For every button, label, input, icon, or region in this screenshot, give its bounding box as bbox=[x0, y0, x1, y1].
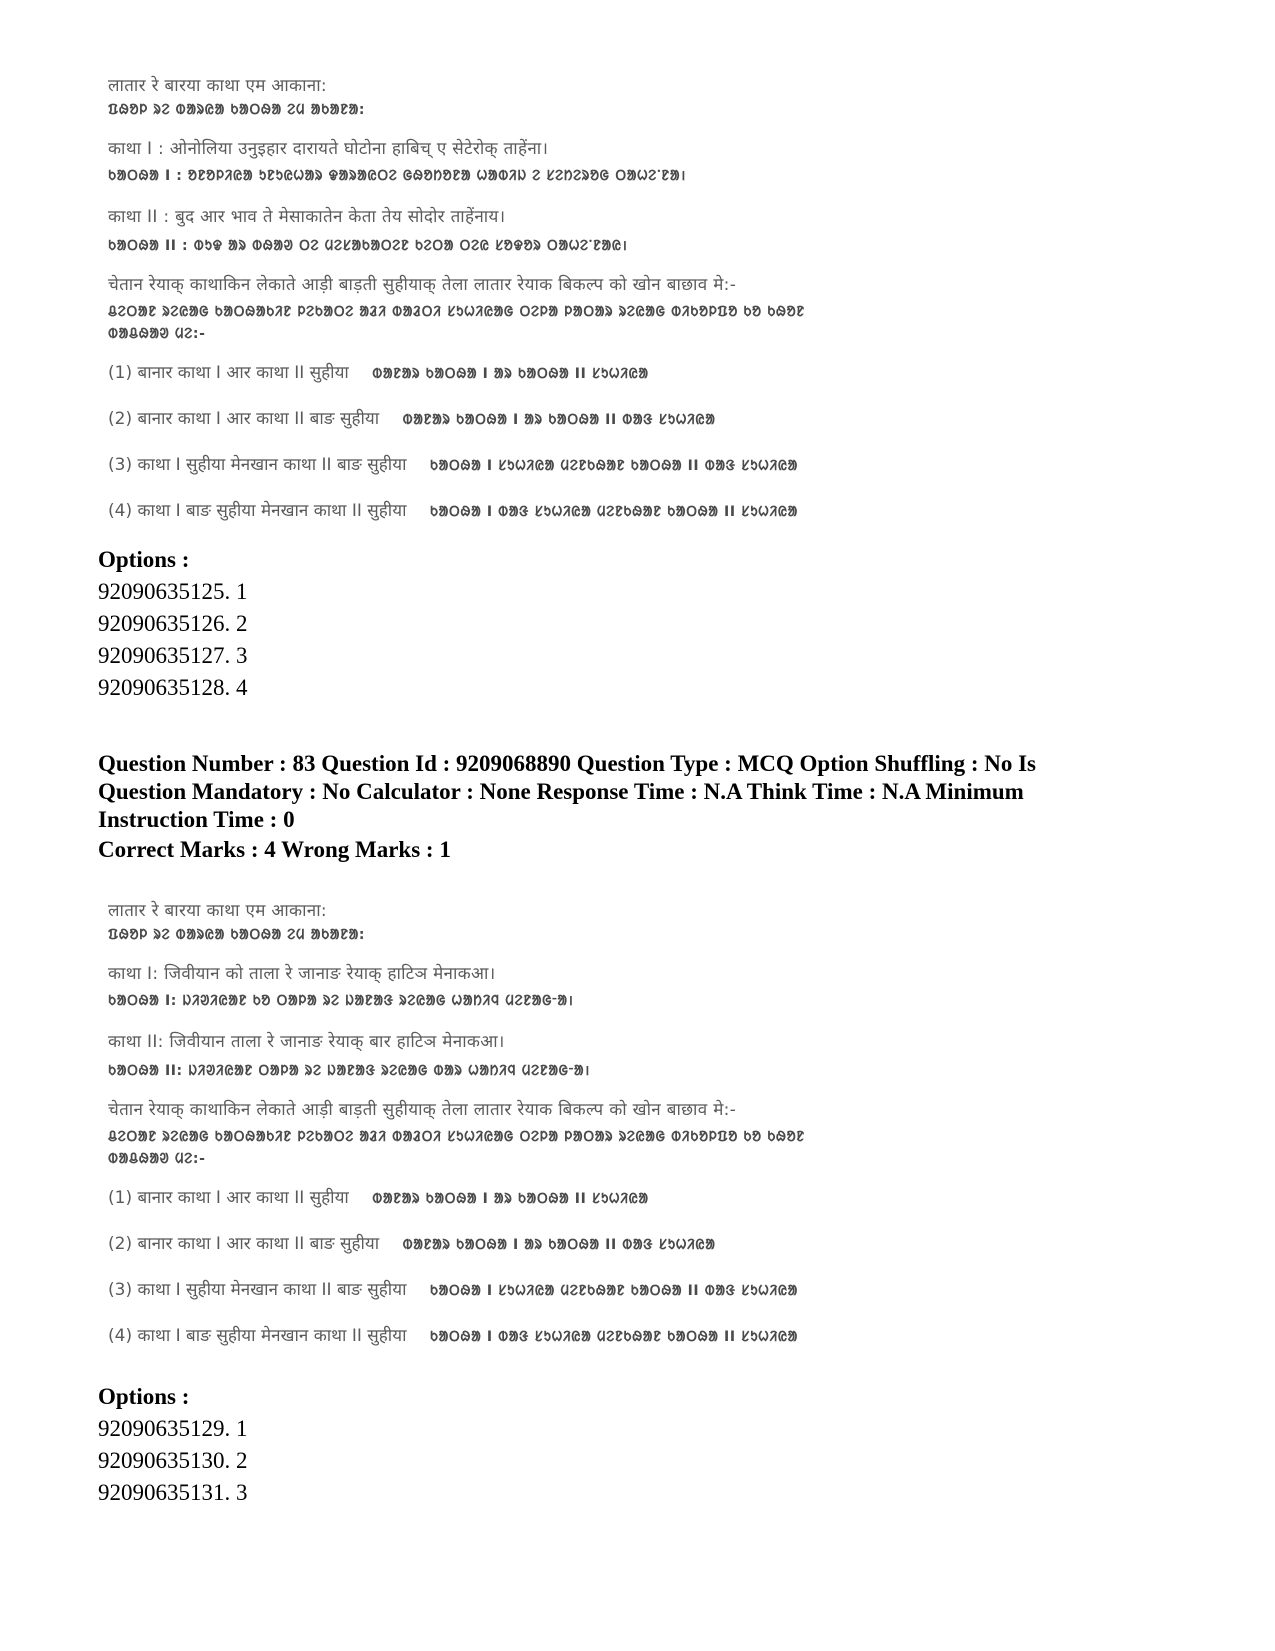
question-metadata-line-2: Question Mandatory : No Calculator : None Response Time : N.A Think Time : N.A Minimum bbox=[98, 779, 1024, 804]
statement-2-devanagari: काथा II: जिवीयान ताला रे जानाङ रेयाक् बार हाटिञ मेनाकआ। bbox=[108, 1032, 505, 1052]
instruction-devanagari: लातार रे बारया काथा एम आकाना: bbox=[108, 901, 327, 921]
option-row bbox=[108, 360, 649, 383]
instruction-olchiki: ᱯᱷᱚᱞ ᱨᱮ ᱵᱟᱨᱭᱟ ᱠᱟᱛᱷᱟ ᱮᱢ ᱟᱠᱟᱱᱟ: bbox=[108, 102, 366, 118]
option-devanagari: बानार काथा I आर काथा II सुहीया bbox=[137, 1188, 349, 1208]
instruction-devanagari: लातार रे बारया काथा एम आकाना: bbox=[108, 76, 327, 96]
option-number: (4) bbox=[108, 1326, 133, 1346]
option-row bbox=[108, 1185, 649, 1208]
option-id: 92090635129. 1 bbox=[98, 1416, 248, 1441]
statement-2-devanagari: काथा II : बुद आर भाव ते मेसाकातेन केता तेय सोदोर ताहेंनाय। bbox=[108, 207, 506, 227]
option-olchiki: ᱵᱟᱱᱟᱨ ᱠᱟᱛᱷᱟ I ᱟᱨ ᱠᱟᱛᱷᱟ II ᱵᱟᱝ ᱥᱩᱦᱤᱭᱟ bbox=[402, 412, 716, 428]
option-olchiki: ᱠᱟᱛᱷᱟ I ᱥᱩᱦᱤᱭᱟ ᱢᱮᱱᱠᱷᱟᱱ ᱠᱟᱛᱷᱟ II ᱵᱟᱝ ᱥᱩᱦᱤᱭᱟ bbox=[429, 458, 798, 474]
option-devanagari: बानार काथा I आर काथा II बाङ सुहीया bbox=[137, 1234, 380, 1254]
option-number: (2) bbox=[108, 409, 133, 429]
question-image-block-1 bbox=[100, 70, 980, 530]
option-number: (3) bbox=[108, 455, 133, 475]
option-id: 92090635126. 2 bbox=[98, 611, 248, 636]
option-devanagari: काथा I सुहीया मेनखान काथा II बाङ सुहीया bbox=[137, 455, 407, 475]
question-metadata bbox=[98, 750, 1178, 834]
option-devanagari: बानार काथा I आर काथा II सुहीया bbox=[137, 363, 349, 383]
question-olchiki-line-2: ᱵᱟᱪᱷᱟᱣ ᱢᱮ:- bbox=[108, 326, 206, 342]
options-heading: Options : bbox=[98, 1384, 190, 1409]
question-marks: Correct Marks : 4 Wrong Marks : 1 bbox=[98, 837, 451, 862]
question-image-block-2 bbox=[100, 895, 980, 1355]
question-devanagari: चेतान रेयाक् काथाकिन लेकाते आड़ी बाड़ती सुहीयाक् तेला लातार रेयाक बिकल्प को खोन बाछाव मे:- bbox=[108, 1100, 737, 1120]
option-olchiki: ᱵᱟᱱᱟᱨ ᱠᱟᱛᱷᱟ I ᱟᱨ ᱠᱟᱛᱷᱟ II ᱵᱟᱝ ᱥᱩᱦᱤᱭᱟ bbox=[402, 1237, 716, 1253]
option-number: (1) bbox=[108, 1188, 133, 1208]
question-olchiki-line-1: ᱪᱮᱛᱟᱱ ᱨᱮᱭᱟᱜ ᱠᱟᱛᱷᱟᱠᱤᱱ ᱞᱮᱠᱟᱛᱮ ᱟᱲᱤ ᱵᱟᱲᱛᱤ ᱥᱩᱦᱤᱭᱟᱜ ᱛᱮᱞᱟ ᱞᱟᱛᱟᱨ ᱨᱮᱭᱟᱜ ᱵᱤᱠᱚᱞᱯᱚ ᱠᱚ ᱠᱷᱚᱱ bbox=[108, 304, 805, 320]
statement-1-devanagari: काथा I : ओनोलिया उनुइहार दारायते घोटोना हाबिच् ए सेटेरोक् ताहेंना। bbox=[108, 139, 549, 159]
question-olchiki-line-2: ᱵᱟᱪᱷᱟᱣ ᱢᱮ:- bbox=[108, 1151, 206, 1167]
statement-1-devanagari: काथा I: जिवीयान को ताला रे जानाङ रेयाक् हाटिञ मेनाकआ। bbox=[108, 964, 496, 984]
options-heading: Options : bbox=[98, 547, 190, 572]
instruction-olchiki: ᱯᱷᱚᱞ ᱨᱮ ᱵᱟᱨᱭᱟ ᱠᱟᱛᱷᱟ ᱮᱢ ᱟᱠᱟᱱᱟ: bbox=[108, 927, 366, 943]
question-devanagari: चेतान रेयाक् काथाकिन लेकाते आड़ी बाड़ती सुहीयाक् तेला लातार रेयाक बिकल्प को खोन बाछाव मे:- bbox=[108, 275, 737, 295]
question-metadata-line-1: Question Number : 83 Question Id : 9209068890 Question Type : MCQ Option Shuffling : No Is bbox=[98, 751, 1037, 776]
option-devanagari: काथा I बाङ सुहीया मेनखान काथा II सुहीया bbox=[137, 1326, 407, 1346]
option-id: 92090635131. 3 bbox=[98, 1480, 248, 1505]
option-row bbox=[108, 1231, 715, 1254]
option-olchiki: ᱠᱟᱛᱷᱟ I ᱥᱩᱦᱤᱭᱟ ᱢᱮᱱᱠᱷᱟᱱ ᱠᱟᱛᱷᱟ II ᱵᱟᱝ ᱥᱩᱦᱤᱭᱟ bbox=[429, 1283, 798, 1299]
option-row bbox=[108, 406, 715, 429]
option-devanagari: काथा I बाङ सुहीया मेनखान काथा II सुहीया bbox=[137, 501, 407, 521]
option-number: (2) bbox=[108, 1234, 133, 1254]
statement-2-olchiki: ᱠᱟᱛᱷᱟ II : ᱵᱩᱫ ᱟᱨ ᱵᱷᱟᱣ ᱛᱮ ᱢᱮᱥᱟᱠᱟᱛᱮᱱ ᱠᱮᱛᱟ ᱛᱮᱭ ᱥᱚᱫᱚᱨ ᱛᱟᱦᱮᱸᱱᱟᱭ। bbox=[108, 238, 628, 254]
option-row bbox=[108, 1323, 798, 1346]
statement-1-olchiki: ᱠᱟᱛᱷᱟ I: ᱡᱤᱣᱤᱭᱟᱱ ᱠᱚ ᱛᱟᱞᱟ ᱨᱮ ᱡᱟᱱᱟᱝ ᱨᱮᱭᱟᱜ ᱦᱟᱴᱤᱧ ᱢᱮᱱᱟᱜᱼᱟ। bbox=[108, 993, 574, 1009]
statement-2-olchiki: ᱠᱟᱛᱷᱟ II: ᱡᱤᱣᱤᱭᱟᱱ ᱛᱟᱞᱟ ᱨᱮ ᱡᱟᱱᱟᱝ ᱨᱮᱭᱟᱜ ᱵᱟᱨ ᱦᱟᱴᱤᱧ ᱢᱮᱱᱟᱜᱼᱟ। bbox=[108, 1063, 591, 1079]
statement-1-olchiki: ᱠᱟᱛᱷᱟ I : ᱚᱱᱚᱞᱤᱭᱟ ᱩᱱᱩᱭᱦᱟᱨ ᱫᱟᱨᱟᱭᱛᱮ ᱜᱷᱚᱴᱚᱱᱟ ᱦᱟᱵᱤᱡ ᱮ ᱥᱮᱴᱮᱨᱚᱜ ᱛᱟᱦᱮᱸᱱᱟ। bbox=[108, 168, 687, 184]
option-number: (1) bbox=[108, 363, 133, 383]
option-row bbox=[108, 1277, 798, 1300]
option-devanagari: काथा I सुहीया मेनखान काथा II बाङ सुहीया bbox=[137, 1280, 407, 1300]
option-id: 92090635125. 1 bbox=[98, 579, 248, 604]
option-olchiki: ᱠᱟᱛᱷᱟ I ᱵᱟᱝ ᱥᱩᱦᱤᱭᱟ ᱢᱮᱱᱠᱷᱟᱱ ᱠᱟᱛᱷᱟ II ᱥᱩᱦᱤᱭᱟ bbox=[429, 504, 798, 520]
question-metadata-line-3: Instruction Time : 0 bbox=[98, 807, 295, 832]
option-number: (3) bbox=[108, 1280, 133, 1300]
option-id: 92090635130. 2 bbox=[98, 1448, 248, 1473]
option-id: 92090635128. 4 bbox=[98, 675, 248, 700]
option-row bbox=[108, 452, 798, 475]
option-olchiki: ᱠᱟᱛᱷᱟ I ᱵᱟᱝ ᱥᱩᱦᱤᱭᱟ ᱢᱮᱱᱠᱷᱟᱱ ᱠᱟᱛᱷᱟ II ᱥᱩᱦᱤᱭᱟ bbox=[429, 1329, 798, 1345]
question-olchiki-line-1: ᱪᱮᱛᱟᱱ ᱨᱮᱭᱟᱜ ᱠᱟᱛᱷᱟᱠᱤᱱ ᱞᱮᱠᱟᱛᱮ ᱟᱲᱤ ᱵᱟᱲᱛᱤ ᱥᱩᱦᱤᱭᱟᱜ ᱛᱮᱞᱟ ᱞᱟᱛᱟᱨ ᱨᱮᱭᱟᱜ ᱵᱤᱠᱚᱞᱯᱚ ᱠᱚ ᱠᱷᱚᱱ bbox=[108, 1129, 805, 1145]
option-id: 92090635127. 3 bbox=[98, 643, 248, 668]
option-devanagari: बानार काथा I आर काथा II बाङ सुहीया bbox=[137, 409, 380, 429]
option-row bbox=[108, 498, 798, 521]
option-olchiki: ᱵᱟᱱᱟᱨ ᱠᱟᱛᱷᱟ I ᱟᱨ ᱠᱟᱛᱷᱟ II ᱥᱩᱦᱤᱭᱟ bbox=[372, 366, 649, 382]
option-number: (4) bbox=[108, 501, 133, 521]
option-olchiki: ᱵᱟᱱᱟᱨ ᱠᱟᱛᱷᱟ I ᱟᱨ ᱠᱟᱛᱷᱟ II ᱥᱩᱦᱤᱭᱟ bbox=[372, 1191, 649, 1207]
